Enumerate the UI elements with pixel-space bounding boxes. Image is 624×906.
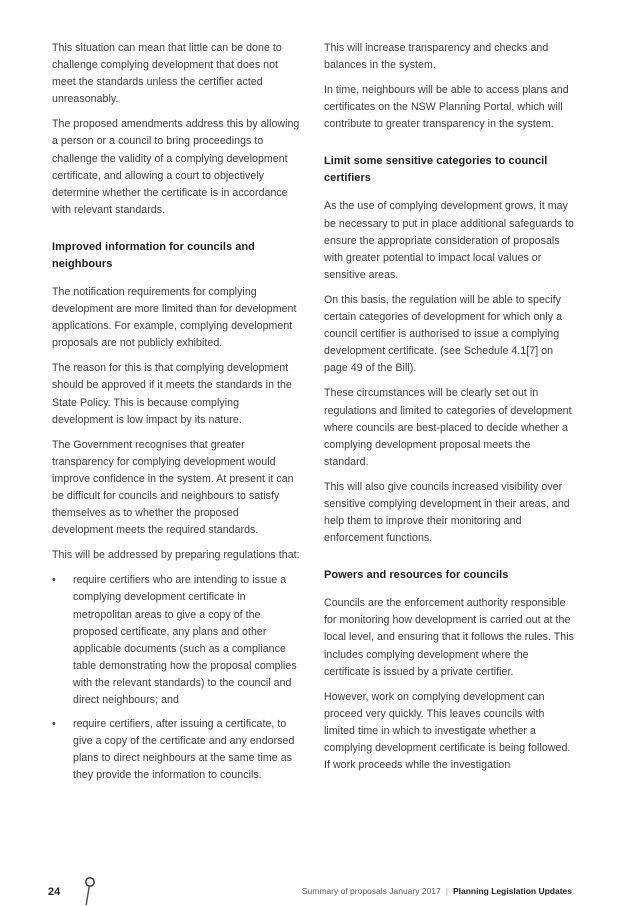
- page-footer: [0, 876, 624, 906]
- doc-title: Summary of proposals January 2017: [301, 886, 441, 896]
- paragraph: As the use of complying development grows, it may be necessary to put in place additional safeguards to ensure the appropriate consideration of proposals with greater potential to impact local values or sensitive areas.: [324, 200, 574, 281]
- paragraph: These circumstances will be clearly set out in regulations and limited to categories of development where councils are best-placed to decide whether a complying development proposal meets the standard.: [324, 387, 572, 468]
- series-title: Planning Legislation Updates: [452, 886, 572, 896]
- paragraph: On this basis, the regulation will be able to specify certain categories of development for which only a council certifier is authorised to issue a complying development certificate. (see Schedule 4.1[7] on page 49 of the Bill).: [324, 293, 563, 375]
- paragraph: This will increase transparency and checks and balances in the system.: [324, 42, 549, 72]
- paragraph: This will be addressed by preparing regulations that:: [52, 549, 300, 562]
- list-item-text: require certifiers, after issuing a certificate, to give a copy of the certificate and any endorsed plans to direct neighbours at the same time as they provide the information to councils.: [73, 718, 295, 782]
- page-number: 24: [48, 886, 61, 898]
- section-heading: Improved information for councils and neighbours: [52, 240, 255, 270]
- bullet-icon: •: [52, 718, 56, 731]
- section-heading: Powers and resources for councils: [324, 569, 509, 582]
- bullet-list: [52, 572, 302, 784]
- paragraph: This will also give councils increased visibility over sensitive complying development in their areas, and help them to improve their monitoring and enforcement functions.: [324, 480, 570, 545]
- list-item: [52, 716, 302, 784]
- footer-separator: |: [445, 886, 448, 896]
- right-column: [324, 40, 574, 782]
- section-heading: Limit some sensitive categories to council certifiers: [324, 155, 548, 185]
- paragraph: The reason for this is that complying development should be approved if it meets the standards in the State Policy. This is because complying development is low impact by its nature.: [52, 362, 292, 426]
- map-pin-icon: [83, 876, 97, 906]
- paragraph: This situation can mean that little can be done to challenge complying development that does not meet the standards unless the certifier acted unreasonably.: [52, 42, 282, 106]
- list-item: [52, 572, 302, 709]
- left-column: [52, 40, 302, 791]
- bullet-icon: •: [52, 574, 56, 587]
- paragraph: The Government recognises that greater transparency for complying development would improve confidence in the system. At present it can be difficult for councils and neighbours to satisfy themselves as to whether the proposed development meets the required standards.: [52, 438, 294, 537]
- paragraph: Councils are the enforcement authority responsible for monitoring how development is carried out at the local level, and ensuring that it follows the rules. This includes complying development where the certificate is issued by a private certifier.: [324, 597, 574, 678]
- paragraph: The proposed amendments address this by allowing a person or a council to bring proceedings to challenge the validity of a complying development certificate, and allowing a court to objectively determine whether the certificate is in accordance with relevant standards.: [52, 118, 300, 216]
- paragraph: The notification requirements for complying development are more limited than for development applications. For example, complying development proposals are not publicly exhibited.: [52, 285, 297, 350]
- paragraph: However, work on complying development can proceed very quickly. This leaves councils with limited time in which to investigate whether a complying development certificate is being followed. If work proceeds while the investigation: [324, 690, 571, 772]
- paragraph: In time, neighbours will be able to access plans and certificates on the NSW Planning Portal, which will contribute to greater transparency in the system.: [324, 84, 569, 131]
- footer-title: [302, 886, 572, 896]
- list-item-text: require certifiers who are intending to issue a complying development certificate in metropolitan areas to give a copy of the proposed certificate, any plans and other applicable documents (such as a compliance table demonstrating how the proposal complies with the relevant standards) to the council and direct neighbours; and: [73, 574, 297, 706]
